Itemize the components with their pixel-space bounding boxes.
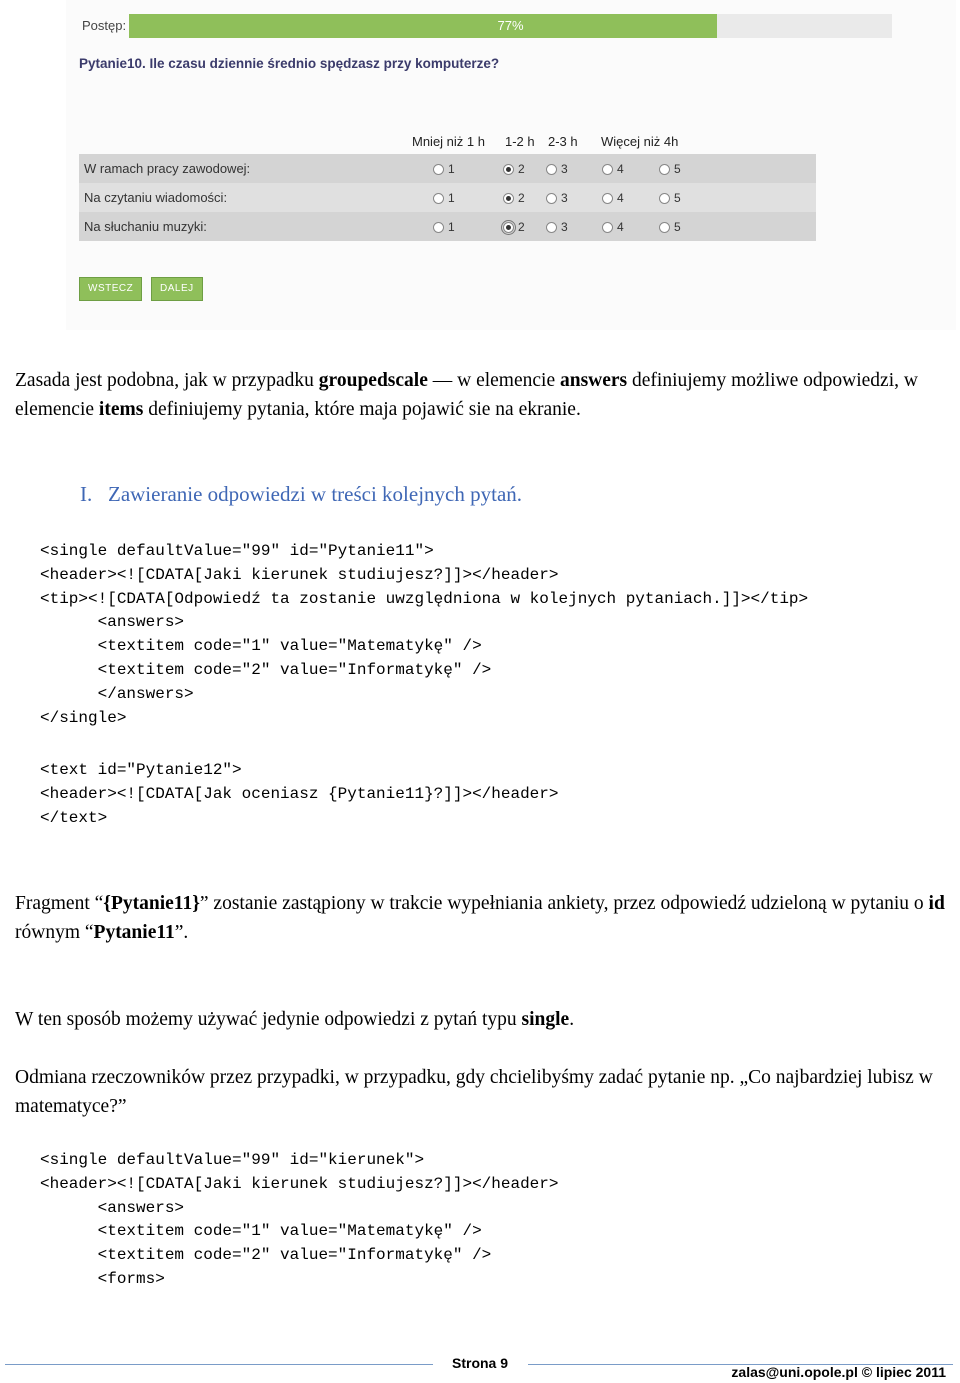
question-row-label: Na czytaniu wiadomości: (84, 190, 228, 205)
radio-option-label: 4 (617, 220, 624, 234)
radio-button[interactable] (433, 193, 444, 204)
note-text: W ten sposób możemy używać jedynie odpowiedzi z pytań typu (15, 1009, 522, 1030)
question-row (79, 212, 816, 241)
intro-keyword: answers (559, 370, 628, 391)
progress-percent-text: 77% (497, 18, 524, 33)
code-block-kierunek: <single defaultValue="99" id="kierunek"> <header><![CDATA[Jaki kierunek studiujesz?]]></header> <answers> <textitem code="1" value="Matematykę" /> <textitem code="2" value="Informatykę" /> <forms> (40, 1151, 559, 1288)
question-grid (79, 154, 816, 241)
intro-keyword: groupedscale (318, 370, 428, 391)
intro-text: definiujemy pytania, które maja pojawić sie na ekranie. (143, 399, 581, 420)
fragment-keyword: id (928, 893, 945, 914)
radio-button[interactable] (602, 193, 613, 204)
fragment-keyword: {Pytanie11} (103, 893, 200, 914)
radio-option[interactable] (659, 162, 681, 176)
next-button[interactable]: DALEJ (151, 277, 203, 301)
single-note-paragraph (15, 1005, 945, 1034)
section-heading: I. Zawieranie odpowiedzi w treści kolejnych pytań. (80, 482, 523, 506)
radio-button[interactable] (659, 193, 670, 204)
question-row-label: Na słuchaniu muzyki: (84, 219, 207, 234)
radio-option[interactable] (602, 191, 624, 205)
radio-option[interactable] (546, 162, 568, 176)
progress-row (79, 14, 892, 38)
footer-divider (5, 1364, 433, 1365)
declension-paragraph: Odmiana rzeczowników przez przypadki, w przypadku, gdy chcielibyśmy zadać pytanie np. „Co najbardziej lubisz w matematyce?” (15, 1067, 933, 1117)
radio-option[interactable] (659, 191, 681, 205)
radio-option[interactable] (546, 191, 568, 205)
radio-option-label: 2 (518, 220, 525, 234)
radio-option-label: 3 (561, 220, 568, 234)
radio-option-label: 4 (617, 191, 624, 205)
intro-keyword: items (98, 399, 144, 420)
column-header: 2-3 h (548, 134, 578, 149)
radio-button[interactable] (433, 164, 444, 175)
question-row-label: W ramach pracy zawodowej: (84, 161, 251, 176)
fragment-text: Fragment “ (15, 893, 104, 914)
radio-button[interactable] (503, 193, 514, 204)
radio-option-label: 5 (674, 162, 681, 176)
radio-button[interactable] (433, 222, 444, 233)
radio-option-label: 4 (617, 162, 624, 176)
radio-option-label: 2 (518, 162, 525, 176)
footer-copyright: zalas@uni.opole.pl © lipiec 2011 (731, 1364, 946, 1380)
radio-button[interactable] (659, 222, 670, 233)
radio-button[interactable] (503, 222, 514, 233)
page-number: Strona 9 (452, 1355, 509, 1371)
radio-button[interactable] (546, 164, 557, 175)
fragment-text: równym “ (15, 922, 94, 943)
radio-option-label: 1 (448, 220, 455, 234)
survey-screenshot (66, 0, 956, 330)
column-header: Mniej niż 1 h (412, 134, 485, 149)
intro-text: Zasada jest podobna, jak w przypadku (15, 370, 319, 391)
radio-button[interactable] (602, 222, 613, 233)
radio-option[interactable] (602, 162, 624, 176)
column-header: Więcej niż 4h (601, 134, 679, 149)
code-block-single: <single defaultValue="99" id="Pytanie11"> <header><![CDATA[Jaki kierunek studiujesz?]]></header> <tip><![CDATA[Odpowiedź ta zostanie uwzględniona w kolejnych pytaniach.]]></tip> <answers> <textitem code="1" value="Matematykę" /> <textitem code="2" value="Informatykę" /> </answers> </single> (40, 542, 809, 727)
intro-paragraph (15, 366, 945, 424)
question-row (79, 183, 816, 212)
radio-option[interactable] (433, 220, 455, 234)
radio-option[interactable] (503, 162, 525, 176)
code-block-text: <text id="Pytanie12"> <header><![CDATA[Jak oceniasz {Pytanie11}?]]></header> </text> (40, 761, 559, 827)
fragment-text: ”. (174, 922, 189, 943)
back-button[interactable]: WSTECZ (79, 277, 142, 301)
radio-button[interactable] (659, 164, 670, 175)
radio-option-label: 3 (561, 162, 568, 176)
intro-text: definiujemy możliwe odpowiedzi, w elemencie (15, 370, 918, 420)
radio-option[interactable] (503, 220, 525, 234)
fragment-text: ” zostanie zastąpiony w trakcie wypełniania ankiety, przez odpowiedź udzieloną w pytaniu o (199, 893, 929, 914)
radio-option[interactable] (659, 220, 681, 234)
radio-option[interactable] (602, 220, 624, 234)
radio-option[interactable] (433, 191, 455, 205)
radio-option-label: 1 (448, 162, 455, 176)
fragment-paragraph (15, 889, 945, 947)
note-keyword: single (521, 1009, 570, 1030)
radio-option[interactable] (433, 162, 455, 176)
column-header: 1-2 h (505, 134, 535, 149)
radio-button[interactable] (503, 164, 514, 175)
note-text: . (569, 1009, 575, 1030)
progress-label: Postęp: (82, 18, 127, 33)
radio-button[interactable] (546, 222, 557, 233)
fragment-keyword: Pytanie11 (93, 922, 175, 943)
radio-option-label: 5 (674, 191, 681, 205)
radio-option-label: 3 (561, 191, 568, 205)
question-title: Pytanie10. Ile czasu dziennie średnio spędzasz przy komputerze? (79, 56, 500, 71)
question-row (79, 154, 816, 183)
radio-option[interactable] (546, 220, 568, 234)
radio-button[interactable] (602, 164, 613, 175)
progress-bar (129, 14, 892, 38)
radio-option-label: 1 (448, 191, 455, 205)
radio-button[interactable] (546, 193, 557, 204)
radio-option[interactable] (503, 191, 525, 205)
intro-text: — w elemencie (427, 370, 560, 391)
radio-option-label: 2 (518, 191, 525, 205)
radio-option-label: 5 (674, 220, 681, 234)
